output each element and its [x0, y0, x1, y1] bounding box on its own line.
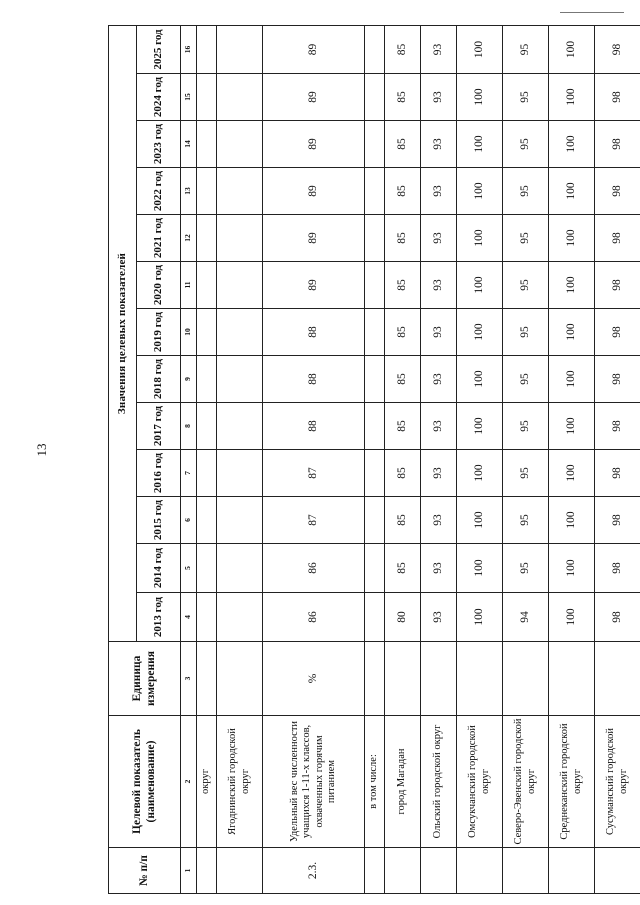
- row-value: 100: [457, 497, 503, 544]
- header-year-3: 2016 год: [137, 450, 181, 497]
- row-value: 98: [595, 168, 640, 215]
- row-indicator-name: Ольский городской округ: [421, 716, 457, 848]
- row-value: [365, 74, 385, 121]
- row-value: 88: [263, 309, 365, 356]
- row-value: 94: [503, 593, 549, 642]
- table-row: [197, 26, 217, 894]
- indicators-table: [108, 25, 640, 894]
- row-value: [365, 26, 385, 74]
- row-value: 93: [421, 497, 457, 544]
- table-row: [595, 26, 640, 894]
- header-indicator: Целевой показатель (наименование): [109, 716, 181, 848]
- row-value: 93: [421, 168, 457, 215]
- row-value: 95: [503, 544, 549, 593]
- row-value: 98: [595, 121, 640, 168]
- table-row: [263, 26, 365, 894]
- header-year-2: 2015 год: [137, 497, 181, 544]
- row-value: 89: [263, 121, 365, 168]
- row-value: 98: [595, 26, 640, 74]
- row-indicator-name: Среднеканский городской округ: [549, 716, 595, 848]
- row-value: [217, 262, 263, 309]
- table-row: [385, 26, 421, 894]
- column-index-0: 1: [181, 848, 197, 894]
- row-indicator-name: Северо-Эвенский городской округ: [503, 716, 549, 848]
- table-body: [197, 26, 640, 894]
- row-value: 89: [263, 215, 365, 262]
- row-value: [217, 168, 263, 215]
- row-num: [503, 848, 549, 894]
- row-value: 93: [421, 262, 457, 309]
- row-value: 98: [595, 356, 640, 403]
- row-value: [217, 26, 263, 74]
- row-unit: [365, 642, 385, 716]
- header-year-10: 2023 год: [137, 121, 181, 168]
- column-index-5: 6: [181, 497, 197, 544]
- row-value: 95: [503, 356, 549, 403]
- row-value: 85: [385, 403, 421, 450]
- row-value: [197, 168, 217, 215]
- row-value: [197, 215, 217, 262]
- row-unit: [457, 642, 503, 716]
- row-value: 100: [457, 215, 503, 262]
- row-unit: [217, 642, 263, 716]
- row-value: 98: [595, 450, 640, 497]
- row-value: 89: [263, 74, 365, 121]
- row-value: [217, 593, 263, 642]
- row-value: 100: [549, 497, 595, 544]
- row-indicator-name: округ: [197, 716, 217, 848]
- row-value: [217, 121, 263, 168]
- row-indicator-name: Ягоднинский городской округ: [217, 716, 263, 848]
- row-value: 100: [549, 168, 595, 215]
- row-value: 85: [385, 262, 421, 309]
- table-row: [549, 26, 595, 894]
- row-value: [217, 309, 263, 356]
- row-unit: [595, 642, 640, 716]
- table-row: [421, 26, 457, 894]
- row-value: [365, 356, 385, 403]
- row-value: [365, 450, 385, 497]
- row-value: 100: [549, 121, 595, 168]
- row-value: 100: [549, 356, 595, 403]
- row-value: 95: [503, 74, 549, 121]
- table-row: [503, 26, 549, 894]
- row-value: 98: [595, 403, 640, 450]
- column-index-9: 10: [181, 309, 197, 356]
- row-unit: [385, 642, 421, 716]
- row-value: 100: [457, 309, 503, 356]
- row-value: 100: [457, 403, 503, 450]
- row-value: 86: [263, 593, 365, 642]
- row-value: [197, 450, 217, 497]
- header-year-0: 2013 год: [137, 593, 181, 642]
- row-value: [365, 403, 385, 450]
- row-value: 95: [503, 262, 549, 309]
- top-rule: [560, 12, 624, 13]
- header-year-11: 2024 год: [137, 74, 181, 121]
- row-num: [549, 848, 595, 894]
- row-value: 88: [263, 403, 365, 450]
- row-value: 93: [421, 544, 457, 593]
- header-year-12: 2025 год: [137, 26, 181, 74]
- row-value: 93: [421, 74, 457, 121]
- row-value: [197, 26, 217, 74]
- row-value: 85: [385, 121, 421, 168]
- header-year-7: 2020 год: [137, 262, 181, 309]
- row-value: 93: [421, 356, 457, 403]
- column-index-4: 5: [181, 544, 197, 593]
- column-index-13: 14: [181, 121, 197, 168]
- table-row: [217, 26, 263, 894]
- row-value: 95: [503, 215, 549, 262]
- row-value: [365, 121, 385, 168]
- row-value: 100: [549, 593, 595, 642]
- row-value: 87: [263, 497, 365, 544]
- row-value: 95: [503, 403, 549, 450]
- header-year-5: 2018 год: [137, 356, 181, 403]
- row-value: 100: [457, 121, 503, 168]
- row-num: [365, 848, 385, 894]
- row-value: 100: [457, 262, 503, 309]
- row-unit: [503, 642, 549, 716]
- row-value: [197, 262, 217, 309]
- row-unit: [421, 642, 457, 716]
- row-value: [197, 544, 217, 593]
- column-index-7: 8: [181, 403, 197, 450]
- row-value: 85: [385, 74, 421, 121]
- column-index-2: 3: [181, 642, 197, 716]
- row-value: 95: [503, 121, 549, 168]
- row-num: [217, 848, 263, 894]
- row-value: [197, 593, 217, 642]
- row-value: [365, 497, 385, 544]
- row-value: 93: [421, 450, 457, 497]
- row-indicator-name: Удельный вес численности учащихся 1-11-х классов, охваченных горячим питанием: [263, 716, 365, 848]
- column-index-6: 7: [181, 450, 197, 497]
- column-index-1: 2: [181, 716, 197, 848]
- row-value: 95: [503, 309, 549, 356]
- row-value: 98: [595, 544, 640, 593]
- row-value: 98: [595, 215, 640, 262]
- row-indicator-name: в том числе:: [365, 716, 385, 848]
- indicators-table-sheet: [108, 29, 629, 894]
- row-value: 95: [503, 497, 549, 544]
- row-indicator-name: город Магадан: [385, 716, 421, 848]
- row-value: 95: [503, 168, 549, 215]
- row-value: 93: [421, 309, 457, 356]
- row-unit: [549, 642, 595, 716]
- row-value: 85: [385, 356, 421, 403]
- column-index-10: 11: [181, 262, 197, 309]
- row-value: 100: [549, 403, 595, 450]
- row-value: [365, 593, 385, 642]
- row-value: 100: [549, 262, 595, 309]
- header-year-9: 2022 год: [137, 168, 181, 215]
- row-value: 95: [503, 26, 549, 74]
- row-value: 85: [385, 544, 421, 593]
- row-value: [365, 544, 385, 593]
- column-index-12: 13: [181, 168, 197, 215]
- row-unit: [197, 642, 217, 716]
- header-unit: Единица измерения: [109, 642, 181, 716]
- row-value: [217, 544, 263, 593]
- row-value: 80: [385, 593, 421, 642]
- header-values-group: Значения целевых показателей: [109, 26, 137, 642]
- row-value: [365, 168, 385, 215]
- header-year-8: 2021 год: [137, 215, 181, 262]
- row-value: 100: [549, 450, 595, 497]
- row-value: 100: [549, 215, 595, 262]
- row-value: [365, 262, 385, 309]
- column-index-14: 15: [181, 74, 197, 121]
- row-indicator-name: Сусуманский городской округ: [595, 716, 640, 848]
- row-value: 85: [385, 309, 421, 356]
- row-value: 100: [549, 26, 595, 74]
- header-year-1: 2014 год: [137, 544, 181, 593]
- column-index-3: 4: [181, 593, 197, 642]
- row-indicator-name: Омсукчанский городской округ: [457, 716, 503, 848]
- row-value: 100: [457, 168, 503, 215]
- row-value: 93: [421, 593, 457, 642]
- row-value: 86: [263, 544, 365, 593]
- row-value: 100: [549, 309, 595, 356]
- row-value: 98: [595, 497, 640, 544]
- row-unit: %: [263, 642, 365, 716]
- header-num: № п/п: [109, 848, 181, 894]
- row-value: [197, 121, 217, 168]
- page-number: 13: [34, 443, 49, 457]
- row-value: [217, 74, 263, 121]
- row-value: 100: [549, 544, 595, 593]
- row-value: 93: [421, 403, 457, 450]
- row-value: 87: [263, 450, 365, 497]
- row-value: [197, 74, 217, 121]
- row-num: [197, 848, 217, 894]
- row-value: 89: [263, 168, 365, 215]
- column-index-8: 9: [181, 356, 197, 403]
- row-value: 100: [457, 544, 503, 593]
- row-value: 85: [385, 215, 421, 262]
- row-value: 100: [457, 74, 503, 121]
- row-value: 85: [385, 26, 421, 74]
- row-value: [217, 356, 263, 403]
- column-index-15: 16: [181, 26, 197, 74]
- header-year-6: 2019 год: [137, 309, 181, 356]
- row-value: 85: [385, 450, 421, 497]
- row-value: 98: [595, 262, 640, 309]
- row-value: 98: [595, 309, 640, 356]
- row-value: 98: [595, 74, 640, 121]
- header-year-4: 2017 год: [137, 403, 181, 450]
- row-num: [421, 848, 457, 894]
- row-value: 88: [263, 356, 365, 403]
- row-value: 85: [385, 497, 421, 544]
- row-num: 2.3.: [263, 848, 365, 894]
- row-value: 85: [385, 168, 421, 215]
- row-value: 95: [503, 450, 549, 497]
- row-value: 100: [549, 74, 595, 121]
- row-value: 100: [457, 26, 503, 74]
- row-value: [197, 356, 217, 403]
- row-num: [385, 848, 421, 894]
- row-value: 100: [457, 593, 503, 642]
- row-value: [217, 215, 263, 262]
- row-value: 93: [421, 215, 457, 262]
- row-value: [197, 309, 217, 356]
- row-value: 100: [457, 450, 503, 497]
- row-num: [595, 848, 640, 894]
- row-num: [457, 848, 503, 894]
- row-value: [365, 215, 385, 262]
- row-value: [365, 309, 385, 356]
- table-row: [457, 26, 503, 894]
- row-value: 93: [421, 26, 457, 74]
- row-value: 100: [457, 356, 503, 403]
- row-value: [217, 450, 263, 497]
- row-value: [217, 403, 263, 450]
- column-index-11: 12: [181, 215, 197, 262]
- row-value: [217, 497, 263, 544]
- table-row: [365, 26, 385, 894]
- row-value: 89: [263, 262, 365, 309]
- header-index-row: [181, 26, 197, 894]
- row-value: [197, 497, 217, 544]
- row-value: 89: [263, 26, 365, 74]
- row-value: [197, 403, 217, 450]
- row-value: 93: [421, 121, 457, 168]
- row-value: 98: [595, 593, 640, 642]
